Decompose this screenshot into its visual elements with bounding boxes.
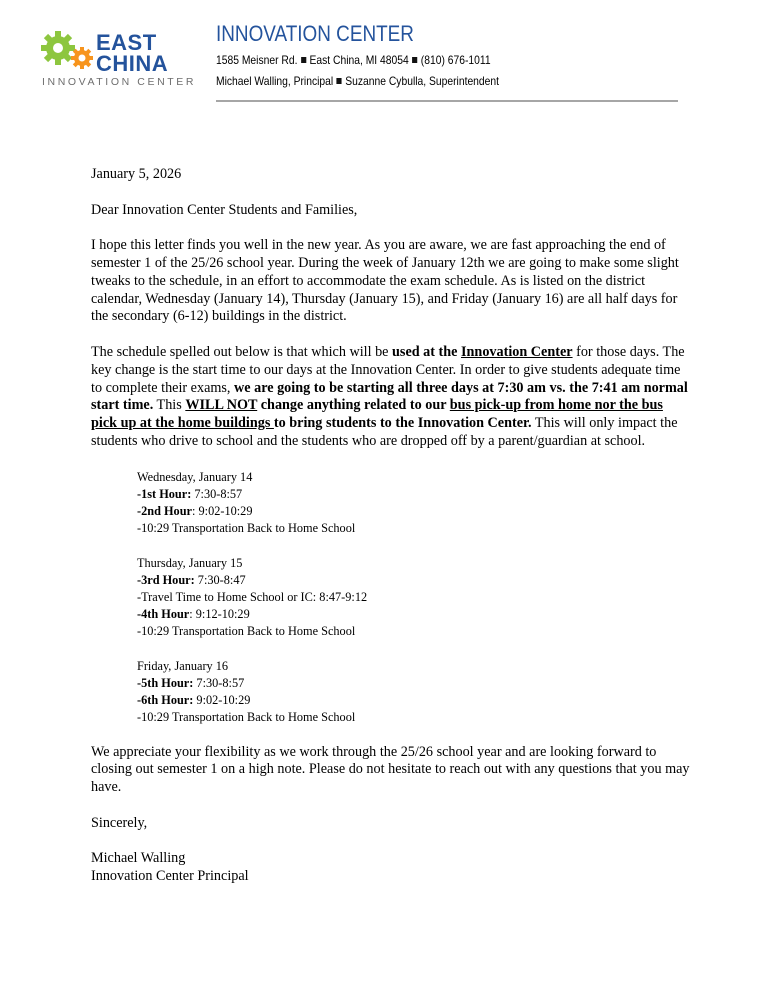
- separator-icon: [301, 57, 306, 63]
- letter-greeting: Dear Innovation Center Students and Families,: [91, 201, 358, 218]
- signer-title: Innovation Center Principal: [91, 868, 249, 885]
- logo-china-text: CHINA: [96, 51, 169, 76]
- para2-bold: change anything related to our: [257, 397, 450, 414]
- schedule-thursday: [137, 555, 691, 640]
- paragraph-3: We appreciate your flexibility as we work through the 25/26 school year and are looking forward to closing out semester 1 on a high note. Please do not hesitate to reach out with any questions that you may have.: [91, 743, 690, 796]
- school-logo: [40, 28, 197, 90]
- contact-line: [216, 53, 499, 67]
- para2-bold: we are going to be starting all three days at 7:30 am vs. the 7:41 am normal start time.: [91, 379, 688, 414]
- schedule-row: [137, 606, 691, 623]
- address: 1585 Meisner Rd.: [216, 53, 298, 67]
- logo-east-text: EAST: [96, 30, 157, 55]
- schedule-time: 7:30-8:47: [194, 572, 246, 587]
- para2-text: This: [153, 397, 186, 414]
- schedule-time: -10:29 Transportation Back to Home School: [137, 709, 356, 724]
- letter-date: January 5, 2026: [91, 166, 182, 182]
- schedule-row: [137, 589, 691, 606]
- schedule-day: Friday, January 16: [137, 658, 229, 673]
- schedule-day: Thursday, January 15: [137, 555, 243, 570]
- schedule-row: [137, 709, 691, 726]
- para2-bold-underline: WILL NOT: [185, 397, 258, 414]
- phone: (810) 676-1011: [420, 53, 491, 67]
- para2-text: This will only impact the students who drive to school and the students who are dropped off by a parent/guardian at school.: [91, 415, 678, 449]
- schedule-day: Wednesday, January 14: [137, 469, 253, 484]
- superintendent: Suzanne Cybulla, Superintendent: [345, 74, 500, 88]
- schedule-row: [137, 503, 691, 520]
- staff-line: [216, 74, 499, 88]
- letterhead: [216, 21, 545, 88]
- city: East China, MI 48054: [309, 53, 409, 67]
- separator-icon: [412, 57, 417, 63]
- header-divider: [216, 100, 678, 102]
- schedule-hour: -3rd Hour:: [137, 572, 195, 587]
- schedule-time: 7:30-8:57: [191, 486, 243, 501]
- schedule-time: -10:29 Transportation Back to Home School: [137, 623, 356, 638]
- schedule-time: -10:29 Transportation Back to Home School: [137, 520, 356, 535]
- schedule-row: [137, 520, 691, 537]
- schedule-row: [137, 572, 691, 589]
- schedule-friday: [137, 658, 691, 726]
- gears-icon: [40, 28, 100, 74]
- schedule-time: 7:30-8:57: [193, 675, 245, 690]
- para2-bold: to bring students to the Innovation Center.: [273, 415, 532, 432]
- para2-bold-underline: bus pick-up from home nor the bus pick up at the home buildings: [91, 397, 663, 432]
- paragraph-1: I hope this letter finds you well in the new year. As you are aware, we are fast approaching the end of semester 1 of the 25/26 school year. During the week of January 12th we are going to make some slight tweaks to the schedule, in an effort to accommodate the exam schedule. As is listed on the district calendar, Wednesday (January 14), Thursday (January 15), and Friday (January 16) are all half days for the secondary (6-12) buildings in the district.: [91, 237, 679, 325]
- schedule-hour: -5th Hour:: [137, 675, 194, 690]
- paragraph-2: [91, 344, 691, 451]
- para2-text: for those days. The key change is the start time to our days at the Innovation Center. In order to give students adequate time to complete their exams,: [91, 343, 685, 396]
- schedule-hour: -6th Hour:: [137, 692, 194, 707]
- para2-text: The schedule spelled out below is that which will be: [91, 343, 393, 360]
- logo-tagline: INNOVATION CENTER: [42, 76, 197, 88]
- para2-bold-underline: Innovation Center: [461, 343, 573, 360]
- separator-icon: [337, 78, 342, 84]
- signer-name: Michael Walling: [91, 850, 186, 867]
- schedule-row: [137, 623, 691, 640]
- principal: Michael Walling, Principal: [216, 74, 334, 88]
- schedule-row: [137, 486, 691, 503]
- schedule-row: [137, 692, 691, 709]
- letter-body: [91, 166, 691, 886]
- letterhead-title: INNOVATION CENTER: [216, 21, 414, 46]
- schedule-wednesday: [137, 469, 691, 537]
- letter-closing: Sincerely,: [91, 814, 148, 831]
- schedule-hour: -4th Hour: [137, 606, 190, 621]
- schedule-time: : 9:02-10:29: [192, 503, 253, 518]
- schedule-hour: -1st Hour:: [137, 486, 192, 501]
- schedule-hour: -2nd Hour: [137, 503, 193, 518]
- schedule-time: : 9:12-10:29: [189, 606, 250, 621]
- para2-bold: used at the: [392, 343, 462, 360]
- schedule-time: 9:02-10:29: [193, 692, 251, 707]
- schedule-time: -Travel Time to Home School or IC: 8:47-9:12: [137, 589, 368, 604]
- signature-block: [91, 850, 691, 886]
- schedule-row: [137, 675, 691, 692]
